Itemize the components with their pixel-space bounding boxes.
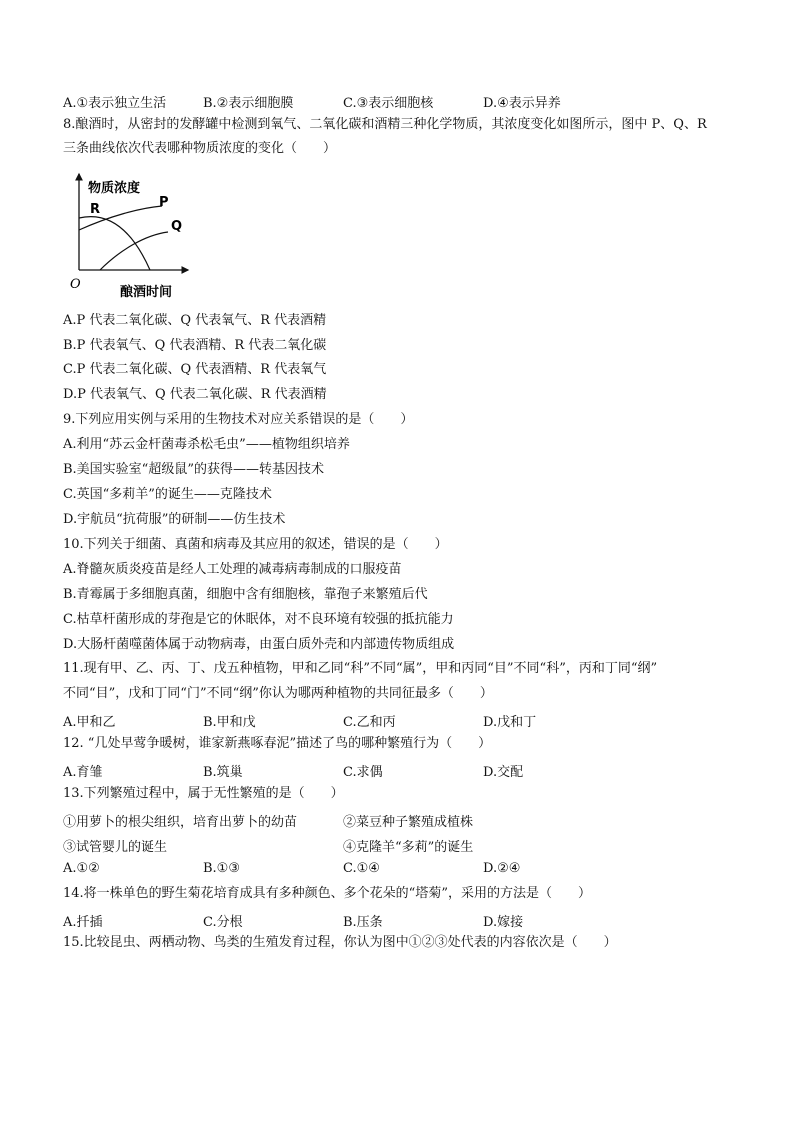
q13-items-row1 <box>63 811 743 830</box>
q9-stem: 9.下列应用实例与采用的生物技术对应关系错误的是（ ） <box>63 412 414 427</box>
q10-option-c[interactable]: C.枯草杆菌形成的芽孢是它的休眠体，对不良环境有较强的抵抗能力 <box>63 612 454 627</box>
q13-stem: 13.下列繁殖过程中，属于无性繁殖的是（ ） <box>63 786 344 801</box>
q15-stem: 15.比较昆虫、两栖动物、鸟类的生殖发育过程，你认为图中①②③处代表的内容依次是（ ） <box>63 935 617 950</box>
q8-option-d[interactable]: D.P 代表氧气、Q 代表二氧化碳、R 代表酒精 <box>63 387 327 402</box>
curve-label-p: P <box>159 195 169 210</box>
curve-q <box>100 232 168 270</box>
q14-option-c[interactable]: C.分根 <box>203 915 243 930</box>
q12-stem: 12. “几处早莺争暖树，谁家新燕啄春泥”描述了鸟的哪种繁殖行为（ ） <box>63 736 492 751</box>
q7-option-d[interactable]: D.④表示异养 <box>483 96 561 111</box>
q14-options <box>63 911 743 930</box>
q13-item-1: ①用萝卜的根尖组织，培育出萝卜的幼苗 <box>63 815 298 830</box>
q8-option-a[interactable]: A.P 代表二氧化碳、Q 代表氧气、R 代表酒精 <box>63 313 327 328</box>
q12-option-b[interactable]: B.筑巢 <box>203 765 243 780</box>
q7-options <box>63 92 743 111</box>
q13-item-4: ④克隆羊“多莉”的诞生 <box>343 840 474 855</box>
q14-option-d[interactable]: D.嫁接 <box>483 915 524 930</box>
q13-item-3: ③试管婴儿的诞生 <box>63 840 168 855</box>
q13-item-2: ②菜豆种子繁殖成植株 <box>343 815 474 830</box>
q13-items-row2 <box>63 836 743 855</box>
x-axis-label: 酿酒时间 <box>120 285 173 300</box>
q14-option-a[interactable]: A.扦插 <box>63 915 103 930</box>
q14-stem: 14.将一株单色的野生菊花培育成具有多种颜色、多个花朵的“塔菊”，采用的方法是（ ） <box>63 886 591 901</box>
q10-stem: 10.下列关于细菌、真菌和病毒及其应用的叙述，错误的是（ ） <box>63 537 448 552</box>
concentration-graph <box>70 170 195 300</box>
q11-option-a[interactable]: A.甲和乙 <box>63 715 116 730</box>
curve-r <box>79 217 150 270</box>
q12-option-d[interactable]: D.交配 <box>483 765 524 780</box>
q13-option-d[interactable]: D.②④ <box>483 861 521 876</box>
q11-options <box>63 711 743 730</box>
q11-option-d[interactable]: D.戊和丁 <box>483 715 537 730</box>
q13-option-a[interactable]: A.①② <box>63 861 100 876</box>
q12-options <box>63 761 743 780</box>
q7-option-c[interactable]: C.③表示细胞核 <box>343 96 434 111</box>
q7-option-b[interactable]: B.②表示细胞膜 <box>203 96 294 111</box>
q11-option-c[interactable]: C.乙和丙 <box>343 715 396 730</box>
q13-option-b[interactable]: B.①③ <box>203 861 240 876</box>
q10-option-b[interactable]: B.青霉属于多细胞真菌，细胞中含有细胞核，靠孢子来繁殖后代 <box>63 587 428 602</box>
q13-options <box>63 861 743 877</box>
q8-stem-line2: 三条曲线依次代表哪种物质浓度的变化（ ） <box>63 141 337 156</box>
q7-option-a[interactable]: A.①表示独立生活 <box>63 96 167 111</box>
q11-stem-line1: 11.现有甲、乙、丙、丁、戊五种植物，甲和乙同“科”不同“属”，甲和丙同“目”不同“科”，丙和丁同“纲” <box>63 661 658 676</box>
q9-option-a[interactable]: A.利用“苏云金杆菌毒杀松毛虫”——植物组织培养 <box>63 437 350 452</box>
q8-option-b[interactable]: B.P 代表氧气、Q 代表酒精、R 代表二氧化碳 <box>63 338 327 353</box>
q10-option-d[interactable]: D.大肠杆菌噬菌体属于动物病毒，由蛋白质外壳和内部遗传物质组成 <box>63 637 455 652</box>
q10-option-a[interactable]: A.脊髓灰质炎疫苗是经人工处理的减毒病毒制成的口服疫苗 <box>63 562 402 577</box>
q12-option-c[interactable]: C.求偶 <box>343 765 383 780</box>
q14-option-b[interactable]: B.压条 <box>343 915 383 930</box>
q8-option-c[interactable]: C.P 代表二氧化碳、Q 代表酒精、R 代表氧气 <box>63 362 327 377</box>
q9-option-c[interactable]: C.英国“多莉羊”的诞生——克隆技术 <box>63 487 272 502</box>
q8-stem-line1: 8.酿酒时，从密封的发酵罐中检测到氧气、二氧化碳和酒精三种化学物质，其浓度变化如图所示，图中 P、Q、R <box>63 117 707 132</box>
q13-option-c[interactable]: C.①④ <box>343 861 380 876</box>
q9-option-d[interactable]: D.宇航员“抗荷服”的研制——仿生技术 <box>63 512 286 527</box>
q9-option-b[interactable]: B.美国实验室“超级鼠”的获得——转基因技术 <box>63 462 324 477</box>
q11-option-b[interactable]: B.甲和戊 <box>203 715 256 730</box>
curve-label-r: R <box>90 202 101 217</box>
y-axis-label: 物质浓度 <box>88 181 141 196</box>
q12-option-a[interactable]: A.育雏 <box>63 765 103 780</box>
origin-label: O <box>70 277 81 292</box>
curve-label-q: Q <box>171 219 183 234</box>
q11-stem-line2: 不同“目”，戊和丁同“门”不同“纲”你认为哪两种植物的共同征最多（ ） <box>63 686 493 701</box>
